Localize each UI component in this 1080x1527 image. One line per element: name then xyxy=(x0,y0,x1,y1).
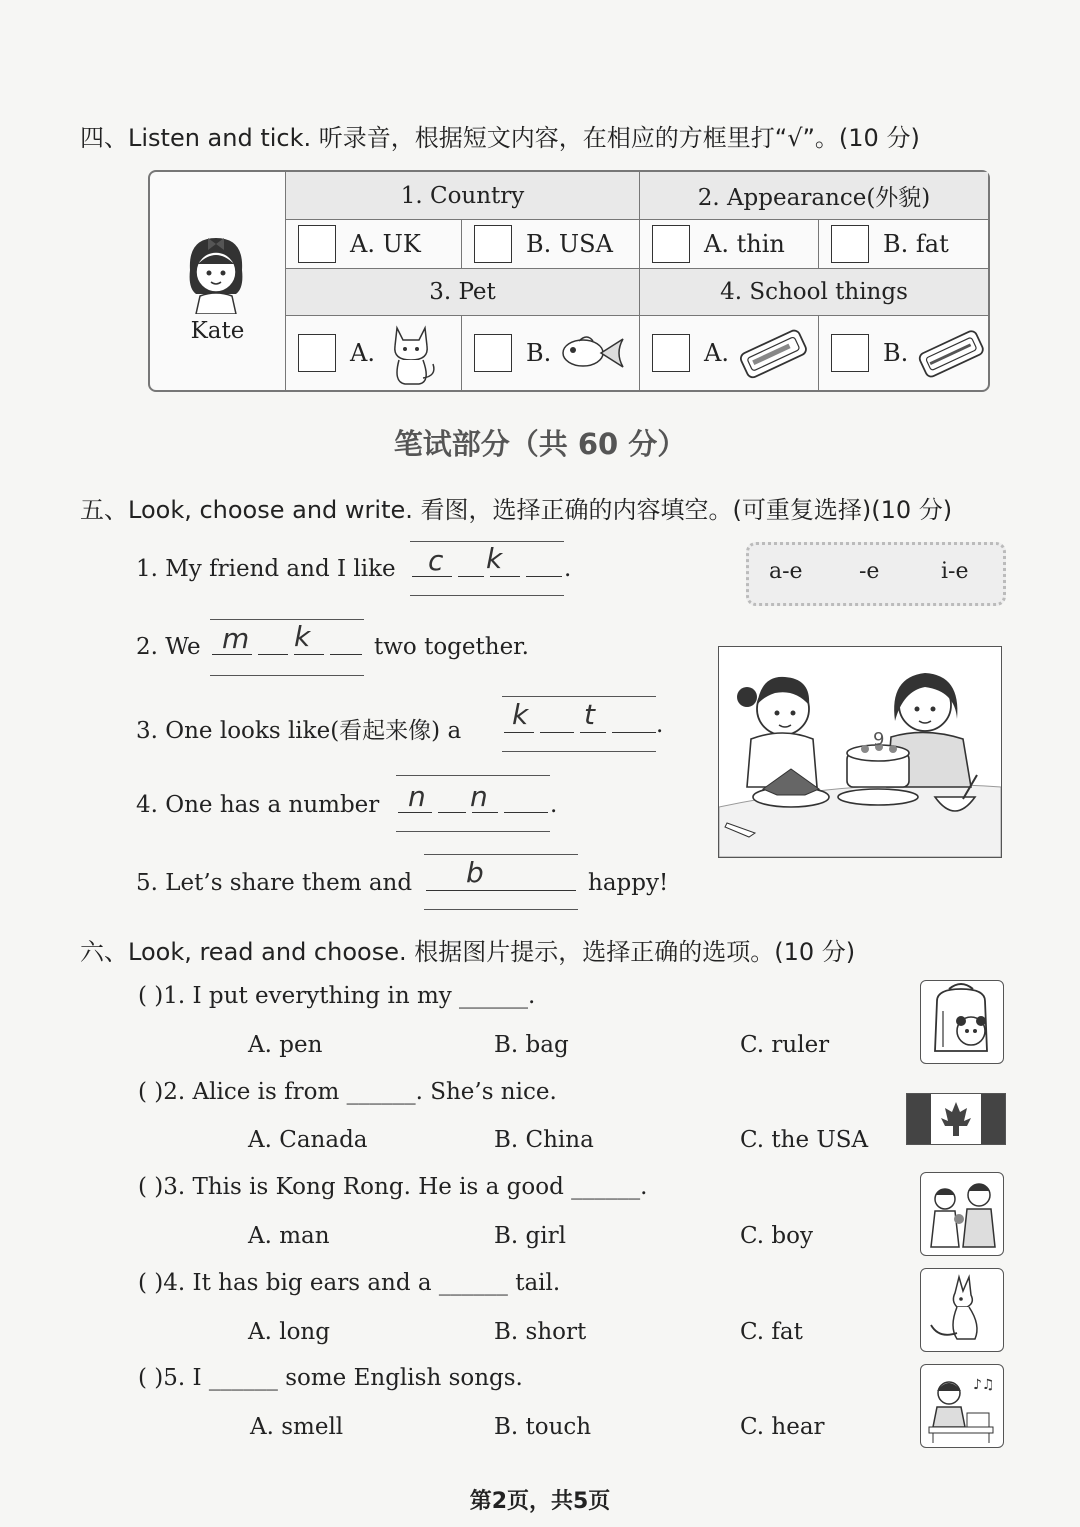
goldfish-icon xyxy=(557,331,629,375)
choice-question-4: ( )4. It has big ears and a ______ tail. xyxy=(138,1270,561,1296)
choice-option-b[interactable]: B. touch xyxy=(494,1414,592,1440)
option-label: A. UK xyxy=(350,230,421,258)
choice-question-5: ( )5. I ______ some English songs. xyxy=(138,1365,523,1391)
girls-cake-illustration-icon xyxy=(719,647,1001,857)
choice-option-b[interactable]: B. bag xyxy=(494,1032,569,1058)
pencil-case-closed-icon xyxy=(914,323,988,383)
fill-question-3 xyxy=(136,712,461,745)
listen-tick-table xyxy=(148,170,990,392)
tick-box[interactable] xyxy=(298,225,336,263)
section-4-heading: 四、Listen and tick. 听录音，根据短文内容，在相应的方框里打“√”。(10 分) xyxy=(80,124,920,152)
fill-question-4 xyxy=(136,792,379,818)
fill-question-5 xyxy=(136,870,412,896)
handwritten-letter: n xyxy=(408,780,426,813)
tick-box[interactable] xyxy=(474,334,512,372)
question-end: . xyxy=(656,712,664,738)
header-pet: 3. Pet xyxy=(285,268,639,315)
header-appearance: 2. Appearance(外貌) xyxy=(639,172,988,219)
kong-rong-pears-icon xyxy=(921,1173,1001,1253)
question-end: happy! xyxy=(588,870,669,896)
option-label: A. thin xyxy=(704,230,785,258)
choice-option-b[interactable]: B. girl xyxy=(494,1223,566,1249)
question-text: 4. One has a number xyxy=(136,792,380,818)
fill-question-1 xyxy=(136,556,396,582)
handwritten-letter: c xyxy=(428,544,444,577)
section-6-heading: 六、Look, read and choose. 根据图片提示，选择正确的选项。(10 分) xyxy=(80,938,856,966)
girl-listening-music-icon xyxy=(921,1365,1001,1445)
handwritten-letter: k xyxy=(294,620,311,653)
answer-blank-2[interactable] xyxy=(212,620,366,658)
tick-box[interactable] xyxy=(652,334,690,372)
kate-girl-icon xyxy=(180,228,252,314)
option-uk[interactable] xyxy=(285,219,461,268)
girls-baking-picture xyxy=(718,646,1002,858)
kangaroo-picture xyxy=(920,1268,1004,1352)
choice-question-2: ( )2. Alice is from ______. She’s nice. xyxy=(138,1079,557,1105)
option-usa[interactable] xyxy=(461,219,639,268)
question-text: 1. My friend and I like xyxy=(136,556,396,582)
backpack-picture xyxy=(920,980,1004,1064)
choice-option-a[interactable]: A. man xyxy=(248,1223,330,1249)
tick-box[interactable] xyxy=(298,334,336,372)
question-end: . xyxy=(550,792,558,818)
canada-flag-icon xyxy=(907,1094,1005,1144)
choice-option-c[interactable]: C. boy xyxy=(740,1223,813,1249)
option-label: B. USA xyxy=(526,230,613,258)
handwritten-letter: k xyxy=(512,698,529,731)
option-pencil-case-a[interactable] xyxy=(639,315,818,390)
answer-blank-3[interactable] xyxy=(504,698,658,736)
choice-option-a[interactable]: A. smell xyxy=(250,1414,344,1440)
answer-blank-5[interactable] xyxy=(426,856,580,894)
choice-option-c[interactable]: C. hear xyxy=(740,1414,825,1440)
tick-box[interactable] xyxy=(474,225,512,263)
handwritten-letter: n xyxy=(470,780,488,813)
page-number: 第2页，共5页 xyxy=(469,1489,611,1514)
kangaroo-icon xyxy=(921,1269,1001,1349)
choice-option-c[interactable]: C. fat xyxy=(740,1319,803,1345)
kate-label: Kate xyxy=(190,318,245,344)
answer-blank-4[interactable] xyxy=(398,780,552,816)
header-school-things: 4. School things xyxy=(639,268,988,315)
kate-cell xyxy=(150,172,285,390)
choice-option-a[interactable]: A. long xyxy=(248,1319,330,1345)
option-label: A. xyxy=(704,339,729,367)
choice-option-c[interactable]: C. the USA xyxy=(740,1127,869,1153)
listening-girl-picture xyxy=(920,1364,1004,1448)
choice-option-a[interactable]: A. pen xyxy=(248,1032,323,1058)
option-label: A. xyxy=(350,339,375,367)
handwritten-letter: b xyxy=(466,856,484,889)
backpack-icon xyxy=(921,981,1001,1061)
choice-option-c[interactable]: C. ruler xyxy=(740,1032,830,1058)
question-text: 5. Let’s share them and xyxy=(136,870,413,896)
svg-text:9: 9 xyxy=(873,729,885,750)
question-end: two together. xyxy=(374,634,529,660)
canada-flag-picture xyxy=(906,1093,1006,1145)
word-bank xyxy=(746,542,1006,606)
question-end: . xyxy=(564,556,572,582)
kong-rong-picture xyxy=(920,1172,1004,1256)
handwritten-letter: t xyxy=(584,698,595,731)
section-5-heading: 五、Look, choose and write. 看图，选择正确的内容填空。(可重复选择)(10 分) xyxy=(80,496,953,524)
question-text: 2. We xyxy=(136,634,201,660)
question-text: 3. One looks like(看起来像) a xyxy=(136,718,462,744)
header-country: 1. Country xyxy=(285,172,639,219)
handwritten-letter: m xyxy=(222,622,250,655)
option-thin[interactable] xyxy=(639,219,818,268)
option-cat[interactable] xyxy=(285,315,461,390)
tick-box[interactable] xyxy=(831,334,869,372)
tick-box[interactable] xyxy=(831,225,869,263)
word-bank-item: i-e xyxy=(941,559,969,584)
tick-box[interactable] xyxy=(652,225,690,263)
choice-option-a[interactable]: A. Canada xyxy=(248,1127,368,1153)
answer-blank-1[interactable] xyxy=(412,542,566,580)
pencil-case-open-icon xyxy=(735,323,811,383)
written-part-title: 笔试部分（共 60 分） xyxy=(393,427,687,461)
word-bank-item: -e xyxy=(859,559,880,584)
option-fat[interactable] xyxy=(818,219,988,268)
option-pencil-case-b[interactable] xyxy=(818,315,988,390)
svg-text:♪♫: ♪♫ xyxy=(973,1377,995,1393)
cat-icon xyxy=(383,320,439,386)
choice-option-b[interactable]: B. short xyxy=(494,1319,587,1345)
option-label: B. xyxy=(526,339,552,367)
handwritten-letter: k xyxy=(486,542,503,575)
option-label: B. xyxy=(883,339,909,367)
choice-option-b[interactable]: B. China xyxy=(494,1127,594,1153)
fill-question-2 xyxy=(136,634,201,660)
word-bank-item: a-e xyxy=(769,559,803,584)
option-goldfish[interactable] xyxy=(461,315,639,390)
option-label: B. fat xyxy=(883,230,949,258)
choice-question-3: ( )3. This is Kong Rong. He is a good ______. xyxy=(138,1174,648,1200)
choice-question-1: ( )1. I put everything in my ______. xyxy=(138,983,536,1009)
